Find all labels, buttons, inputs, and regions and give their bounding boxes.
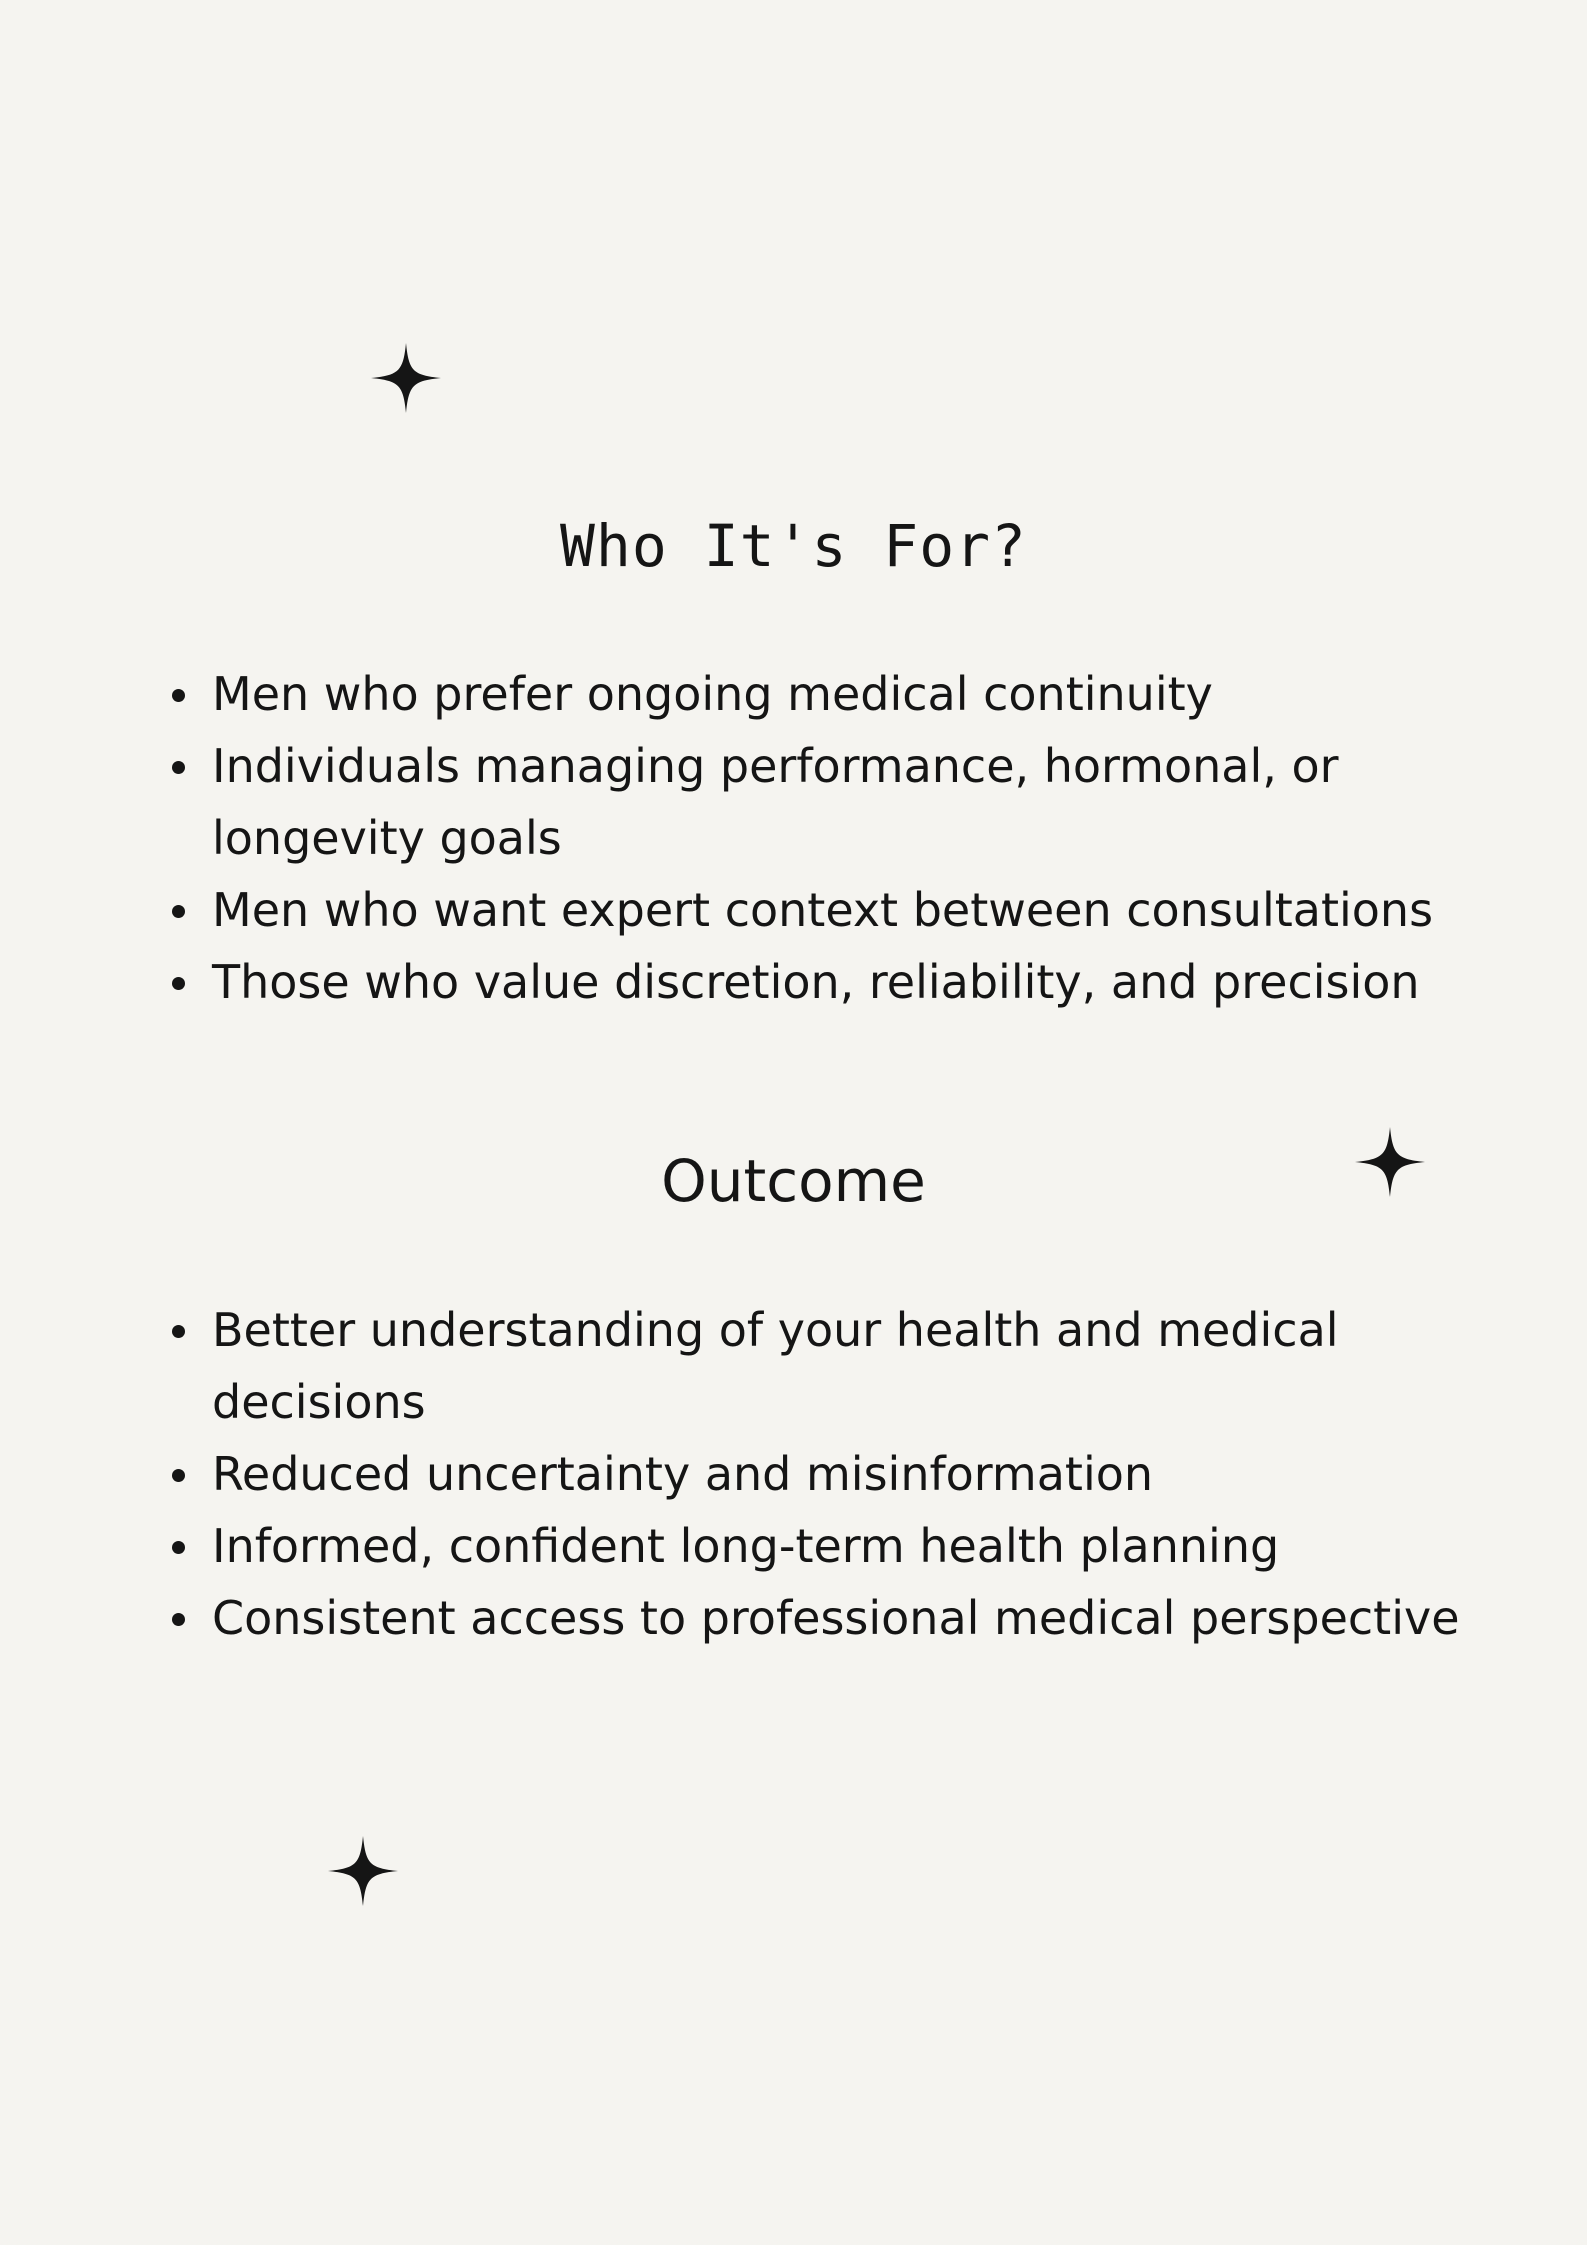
list-item: Individuals managing performance, hormonal, or longevity goals <box>172 730 1512 874</box>
list-item: Consistent access to professional medical perspective <box>172 1582 1512 1654</box>
outcome-list <box>172 1294 1512 1654</box>
section-title-who-its-for: Who It's For? <box>560 512 1027 580</box>
section-title-outcome: Outcome <box>661 1147 926 1215</box>
list-item: Men who prefer ongoing medical continuity <box>172 658 1512 730</box>
sparkle-icon <box>328 1836 398 1906</box>
list-item: Informed, confident long-term health planning <box>172 1510 1512 1582</box>
list-item: Those who value discretion, reliability, and precision <box>172 946 1512 1018</box>
list-item: Reduced uncertainty and misinformation <box>172 1438 1512 1510</box>
who-its-for-list <box>172 658 1512 1018</box>
sparkle-icon <box>371 343 441 413</box>
list-item: Men who want expert context between consultations <box>172 874 1512 946</box>
list-item: Better understanding of your health and medical decisions <box>172 1294 1512 1438</box>
